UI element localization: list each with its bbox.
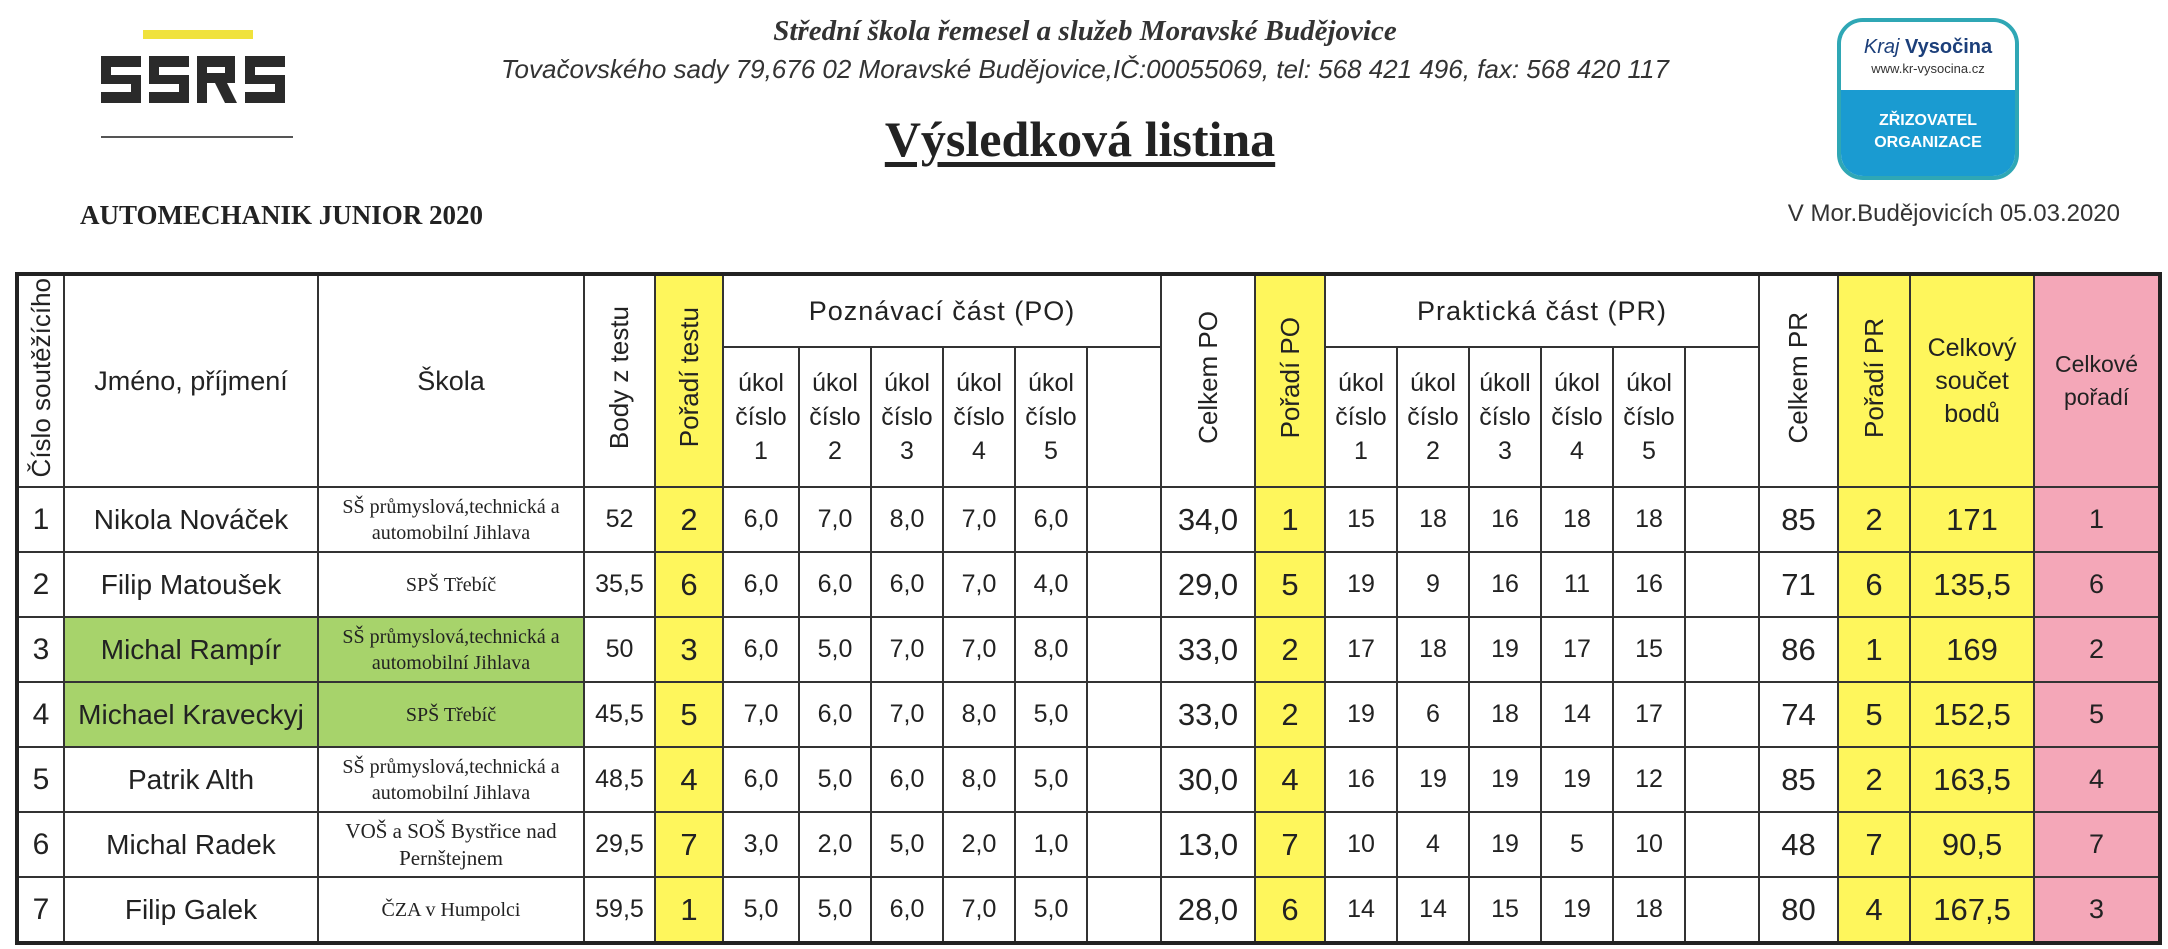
pr-total-cell: 85: [1759, 747, 1838, 812]
pr-task-cell: 9: [1397, 552, 1469, 617]
pr-task-cell: 16: [1469, 487, 1541, 552]
pr-empty-cell: [1685, 812, 1759, 877]
po-total-cell: 28,0: [1161, 877, 1255, 943]
pr-empty-cell: [1685, 747, 1759, 812]
seq-cell: 3: [17, 617, 64, 682]
name-cell: Filip Matoušek: [64, 552, 318, 617]
school-line-2: automobilní Jihlava: [371, 651, 531, 674]
school-line-2: automobilní Jihlava: [371, 781, 531, 804]
test-rank-cell: 4: [655, 747, 723, 812]
po-rank-cell: 7: [1255, 812, 1325, 877]
po-task-cell: 7,0: [943, 877, 1015, 943]
col-total-sum: Celkový součet bodů: [1910, 274, 2034, 487]
school-cell: [318, 682, 584, 747]
document-title: Výsledková listina: [884, 111, 1276, 167]
school-line-1: SPŠ Třebíč: [405, 703, 497, 726]
test-points-cell: 50: [584, 617, 655, 682]
pr-rank-cell: 1: [1838, 617, 1910, 682]
po-task-cell: 6,0: [723, 552, 799, 617]
table-row: [17, 487, 2160, 552]
po-task-cell: 8,0: [871, 487, 943, 552]
pr-rank-cell: 5: [1838, 682, 1910, 747]
school-line-1: ČZA v Humpolci: [381, 898, 521, 921]
seq-cell: 7: [17, 877, 64, 943]
po-task-cell: 7,0: [943, 552, 1015, 617]
seq-cell: 6: [17, 812, 64, 877]
pr-task-cell: 5: [1541, 812, 1613, 877]
pr-task-cell: 19: [1325, 552, 1397, 617]
po-task-cell: 3,0: [723, 812, 799, 877]
pr-task-cell: 15: [1325, 487, 1397, 552]
region-logo-web: www.kr-vysocina.cz: [1871, 61, 1985, 76]
school-address: Tovačovského sady 79,676 02 Moravské Budějovice,IČ:00055069, tel: 568 421 496, fax: 568 420 117: [501, 54, 1669, 84]
po-total-cell: 34,0: [1161, 487, 1255, 552]
table-row: [17, 617, 2160, 682]
overall-rank-cell: 2: [2034, 617, 2160, 682]
po-task-cell: 8,0: [943, 747, 1015, 812]
pr-task-cell: 18: [1397, 617, 1469, 682]
school-line-1: SŠ průmyslová,technická a: [342, 495, 560, 518]
pr-rank-cell: 2: [1838, 747, 1910, 812]
school-cell: [318, 877, 584, 943]
pr-task-header: úkol číslo 1: [1325, 347, 1397, 487]
po-task-cell: 7,0: [871, 617, 943, 682]
po-task-cell: 6,0: [799, 552, 871, 617]
pr-task-cell: 10: [1613, 812, 1685, 877]
po-empty-cell: [1087, 747, 1161, 812]
pr-task-cell: 10: [1325, 812, 1397, 877]
po-task-cell: 7,0: [723, 682, 799, 747]
po-task-cell: 6,0: [871, 552, 943, 617]
col-test-rank: Pořadí testu: [655, 274, 723, 487]
total-sum-cell: 152,5: [1910, 682, 2034, 747]
pr-task-cell: 18: [1397, 487, 1469, 552]
school-cell: [318, 747, 584, 812]
col-school: Škola: [318, 274, 584, 487]
table-row: [17, 812, 2160, 877]
test-points-cell: 29,5: [584, 812, 655, 877]
po-rank-cell: 2: [1255, 617, 1325, 682]
name-cell: Michal Rampír: [64, 617, 318, 682]
pr-task-cell: 18: [1469, 682, 1541, 747]
test-points-cell: 59,5: [584, 877, 655, 943]
col-name: Jméno, příjmení: [64, 274, 318, 487]
po-task-cell: 6,0: [1015, 487, 1087, 552]
school-name: Střední škola řemesel a služeb Moravské Budějovice: [773, 15, 1397, 47]
region-logo-name: Kraj Vysočina: [1863, 36, 1993, 58]
po-task-cell: 6,0: [723, 617, 799, 682]
test-points-cell: 35,5: [584, 552, 655, 617]
po-empty-cell: [1087, 682, 1161, 747]
overall-rank-cell: 4: [2034, 747, 2160, 812]
seq-cell: 4: [17, 682, 64, 747]
test-points-cell: 45,5: [584, 682, 655, 747]
school-cell: [318, 552, 584, 617]
contest-name: AUTOMECHANIK JUNIOR 2020: [80, 200, 484, 230]
school-cell: [318, 617, 584, 682]
region-logo-line2: ORGANIZACE: [1874, 134, 1982, 151]
pr-task-header: úkol číslo 5: [1613, 347, 1685, 487]
po-task-header-empty: [1087, 347, 1161, 487]
pr-task-cell: 19: [1469, 617, 1541, 682]
pr-empty-cell: [1685, 682, 1759, 747]
test-points-cell: 52: [584, 487, 655, 552]
col-overall-rank: Celkové pořadí: [2034, 274, 2160, 487]
po-task-header: úkol číslo 4: [943, 347, 1015, 487]
pr-task-cell: 17: [1541, 617, 1613, 682]
name-cell: Filip Galek: [64, 877, 318, 943]
school-line-1: VOŠ a SOŠ Bystřice nad: [345, 818, 557, 843]
school-line-2: automobilní Jihlava: [371, 521, 531, 544]
pr-task-cell: 14: [1325, 877, 1397, 943]
pr-total-cell: 71: [1759, 552, 1838, 617]
po-task-cell: 8,0: [943, 682, 1015, 747]
name-cell: Nikola Nováček: [64, 487, 318, 552]
pr-total-cell: 48: [1759, 812, 1838, 877]
po-task-cell: 2,0: [943, 812, 1015, 877]
po-task-cell: 4,0: [1015, 552, 1087, 617]
overall-rank-cell: 5: [2034, 682, 2160, 747]
pr-task-cell: 19: [1325, 682, 1397, 747]
pr-rank-cell: 6: [1838, 552, 1910, 617]
total-sum-cell: 169: [1910, 617, 2034, 682]
total-sum-cell: 171: [1910, 487, 2034, 552]
letterhead: [380, 12, 1790, 88]
pr-task-header: úkol číslo 4: [1541, 347, 1613, 487]
po-task-cell: 5,0: [799, 747, 871, 812]
test-rank-cell: 5: [655, 682, 723, 747]
school-line-1: SŠ průmyslová,technická a: [342, 755, 560, 778]
pr-task-cell: 4: [1397, 812, 1469, 877]
pr-total-cell: 85: [1759, 487, 1838, 552]
test-rank-cell: 3: [655, 617, 723, 682]
po-task-cell: 7,0: [943, 487, 1015, 552]
test-rank-cell: 2: [655, 487, 723, 552]
pr-task-cell: 18: [1613, 487, 1685, 552]
po-task-cell: 6,0: [723, 487, 799, 552]
pr-task-cell: 6: [1397, 682, 1469, 747]
header-row-1: [17, 274, 2160, 347]
col-po-rank: Pořadí PO: [1255, 274, 1325, 487]
pr-empty-cell: [1685, 487, 1759, 552]
po-task-header: úkol číslo 2: [799, 347, 871, 487]
po-total-cell: 30,0: [1161, 747, 1255, 812]
po-task-cell: 5,0: [871, 812, 943, 877]
col-seq: Číslo soutěžícího: [17, 274, 64, 487]
col-pr-total: Celkem PR: [1759, 274, 1838, 487]
po-empty-cell: [1087, 617, 1161, 682]
pr-task-cell: 19: [1469, 747, 1541, 812]
po-task-cell: 6,0: [871, 877, 943, 943]
pr-group-header: Praktická část (PR): [1325, 274, 1759, 347]
table-row: [17, 877, 2160, 943]
overall-rank-cell: 6: [2034, 552, 2160, 617]
results-body: [17, 487, 2160, 943]
ssrs-logo-icon: [95, 24, 300, 144]
po-empty-cell: [1087, 877, 1161, 943]
po-task-cell: 2,0: [799, 812, 871, 877]
po-task-cell: 6,0: [799, 682, 871, 747]
po-task-header: úkol číslo 1: [723, 347, 799, 487]
po-task-cell: 7,0: [943, 617, 1015, 682]
total-sum-cell: 167,5: [1910, 877, 2034, 943]
pr-rank-cell: 4: [1838, 877, 1910, 943]
col-test-points: Body z testu: [584, 274, 655, 487]
po-task-cell: 1,0: [1015, 812, 1087, 877]
seq-cell: 1: [17, 487, 64, 552]
pr-task-cell: 11: [1541, 552, 1613, 617]
pr-task-cell: 17: [1325, 617, 1397, 682]
pr-empty-cell: [1685, 617, 1759, 682]
po-rank-cell: 6: [1255, 877, 1325, 943]
po-task-cell: 5,0: [723, 877, 799, 943]
po-task-cell: 6,0: [871, 747, 943, 812]
school-line-1: SPŠ Třebíč: [405, 573, 497, 596]
po-task-header: úkol číslo 3: [871, 347, 943, 487]
pr-task-cell: 12: [1613, 747, 1685, 812]
region-logo: [1837, 18, 2019, 180]
po-total-cell: 13,0: [1161, 812, 1255, 877]
po-group-header: Poznávací část (PO): [723, 274, 1161, 347]
po-rank-cell: 1: [1255, 487, 1325, 552]
pr-task-cell: 16: [1325, 747, 1397, 812]
region-logo-line1: ZŘIZOVATEL: [1878, 112, 1978, 129]
test-points-cell: 48,5: [584, 747, 655, 812]
pr-task-header: úkoll číslo 3: [1469, 347, 1541, 487]
table-row: [17, 682, 2160, 747]
po-task-cell: 7,0: [799, 487, 871, 552]
pr-task-cell: 16: [1469, 552, 1541, 617]
pr-task-cell: 15: [1469, 877, 1541, 943]
pr-task-cell: 17: [1613, 682, 1685, 747]
total-sum-cell: 135,5: [1910, 552, 2034, 617]
school-logo: [95, 24, 300, 144]
school-line-2: Pernštejnem: [399, 845, 503, 870]
po-rank-cell: 2: [1255, 682, 1325, 747]
col-po-total: Celkem PO: [1161, 274, 1255, 487]
pr-empty-cell: [1685, 552, 1759, 617]
table-row: [17, 552, 2160, 617]
po-empty-cell: [1087, 552, 1161, 617]
po-task-cell: 5,0: [799, 877, 871, 943]
pr-task-cell: 19: [1541, 747, 1613, 812]
pr-task-header: úkol číslo 2: [1397, 347, 1469, 487]
col-pr-rank: Pořadí PR: [1838, 274, 1910, 487]
po-empty-cell: [1087, 812, 1161, 877]
po-task-cell: 5,0: [1015, 682, 1087, 747]
total-sum-cell: 90,5: [1910, 812, 2034, 877]
pr-task-cell: 19: [1397, 747, 1469, 812]
test-rank-cell: 1: [655, 877, 723, 943]
pr-total-cell: 80: [1759, 877, 1838, 943]
school-cell: [318, 812, 584, 877]
results-table: [15, 272, 2162, 945]
pr-rank-cell: 7: [1838, 812, 1910, 877]
pr-task-cell: 18: [1613, 877, 1685, 943]
name-cell: Michael Kraveckyj: [64, 682, 318, 747]
school-line-1: SŠ průmyslová,technická a: [342, 625, 560, 648]
school-cell: [318, 487, 584, 552]
po-task-cell: 5,0: [799, 617, 871, 682]
pr-total-cell: 86: [1759, 617, 1838, 682]
name-cell: Michal Radek: [64, 812, 318, 877]
overall-rank-cell: 1: [2034, 487, 2160, 552]
pr-task-cell: 16: [1613, 552, 1685, 617]
pr-task-cell: 15: [1613, 617, 1685, 682]
pr-task-cell: 18: [1541, 487, 1613, 552]
name-cell: Patrik Alth: [64, 747, 318, 812]
po-total-cell: 29,0: [1161, 552, 1255, 617]
test-rank-cell: 6: [655, 552, 723, 617]
po-total-cell: 33,0: [1161, 617, 1255, 682]
overall-rank-cell: 7: [2034, 812, 2160, 877]
po-task-cell: 6,0: [723, 747, 799, 812]
po-rank-cell: 5: [1255, 552, 1325, 617]
pr-empty-cell: [1685, 877, 1759, 943]
po-task-cell: 8,0: [1015, 617, 1087, 682]
test-rank-cell: 7: [655, 812, 723, 877]
po-task-cell: 5,0: [1015, 747, 1087, 812]
seq-cell: 5: [17, 747, 64, 812]
overall-rank-cell: 3: [2034, 877, 2160, 943]
pr-task-cell: 19: [1469, 812, 1541, 877]
pr-task-cell: 19: [1541, 877, 1613, 943]
total-sum-cell: 163,5: [1910, 747, 2034, 812]
po-task-cell: 5,0: [1015, 877, 1087, 943]
po-empty-cell: [1087, 487, 1161, 552]
po-rank-cell: 4: [1255, 747, 1325, 812]
seq-cell: 2: [17, 552, 64, 617]
pr-task-cell: 14: [1541, 682, 1613, 747]
pr-task-header-empty: [1685, 347, 1759, 487]
table-row: [17, 747, 2160, 812]
pr-total-cell: 74: [1759, 682, 1838, 747]
pr-task-cell: 14: [1397, 877, 1469, 943]
po-task-cell: 7,0: [871, 682, 943, 747]
pr-rank-cell: 2: [1838, 487, 1910, 552]
po-total-cell: 33,0: [1161, 682, 1255, 747]
po-task-header: úkol číslo 5: [1015, 347, 1087, 487]
place-date: V Mor.Budějovicích 05.03.2020: [1787, 200, 2120, 227]
